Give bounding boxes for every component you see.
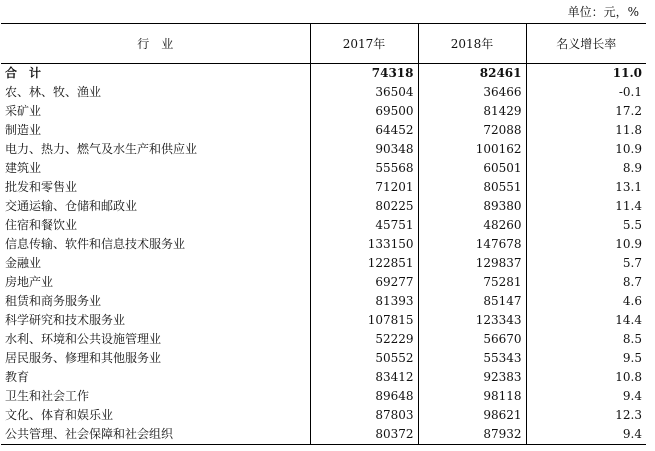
value-2017-cell: 69277 xyxy=(310,273,418,292)
value-2017-cell: 90348 xyxy=(310,140,418,159)
industry-cell: 采矿业 xyxy=(5,104,42,118)
table-row xyxy=(1,406,646,425)
value-2018-cell: 82461 xyxy=(418,64,526,84)
growth-rate-cell: 4.6 xyxy=(526,292,646,311)
table-row xyxy=(1,121,646,140)
header-2017: 2017年 xyxy=(310,24,418,64)
header-2018: 2018年 xyxy=(418,24,526,64)
growth-rate-cell: 5.7 xyxy=(526,254,646,273)
growth-rate-cell: 5.5 xyxy=(526,216,646,235)
table-row xyxy=(1,83,646,102)
industry-cell: 水利、环境和公共设施管理业 xyxy=(5,332,162,346)
value-2018-cell: 81429 xyxy=(418,102,526,121)
table-row xyxy=(1,254,646,273)
industry-cell: 卫生和社会工作 xyxy=(5,389,90,403)
industry-cell: 制造业 xyxy=(5,123,42,137)
table-row xyxy=(1,330,646,349)
value-2017-cell: 81393 xyxy=(310,292,418,311)
value-2017-cell: 52229 xyxy=(310,330,418,349)
growth-rate-cell: 8.9 xyxy=(526,159,646,178)
growth-rate-cell: 17.2 xyxy=(526,102,646,121)
industry-cell: 建筑业 xyxy=(5,161,42,175)
growth-rate-cell: 10.9 xyxy=(526,235,646,254)
industry-cell: 居民服务、修理和其他服务业 xyxy=(5,351,162,365)
value-2017-cell: 80372 xyxy=(310,425,418,445)
value-2017-cell: 45751 xyxy=(310,216,418,235)
value-2017-cell: 64452 xyxy=(310,121,418,140)
table-row xyxy=(1,235,646,254)
value-2018-cell: 60501 xyxy=(418,159,526,178)
unit-note: 单位：元，% xyxy=(567,5,639,19)
value-2018-cell: 100162 xyxy=(418,140,526,159)
value-2018-cell: 55343 xyxy=(418,349,526,368)
table-row xyxy=(1,292,646,311)
table-row xyxy=(1,197,646,216)
growth-rate-cell: 9.5 xyxy=(526,349,646,368)
value-2017-cell: 69500 xyxy=(310,102,418,121)
value-2017-cell: 55568 xyxy=(310,159,418,178)
growth-rate-cell: 10.8 xyxy=(526,368,646,387)
industry-cell: 批发和零售业 xyxy=(5,180,78,194)
table-body xyxy=(1,64,646,445)
value-2017-cell: 71201 xyxy=(310,178,418,197)
table-row xyxy=(1,368,646,387)
value-2018-cell: 129837 xyxy=(418,254,526,273)
value-2017-cell: 122851 xyxy=(310,254,418,273)
header-industry: 行 业 xyxy=(1,24,310,64)
industry-cell: 金融业 xyxy=(5,256,42,270)
header-row xyxy=(1,24,646,64)
value-2018-cell: 75281 xyxy=(418,273,526,292)
value-2017-cell: 87803 xyxy=(310,406,418,425)
value-2018-cell: 48260 xyxy=(418,216,526,235)
growth-rate-cell: 13.1 xyxy=(526,178,646,197)
industry-cell: 房地产业 xyxy=(5,275,54,289)
total-row xyxy=(1,64,646,84)
value-2018-cell: 85147 xyxy=(418,292,526,311)
table-row xyxy=(1,216,646,235)
growth-rate-cell: 9.4 xyxy=(526,425,646,445)
growth-rate-cell: 11.0 xyxy=(526,64,646,84)
wage-table xyxy=(1,23,646,445)
value-2018-cell: 56670 xyxy=(418,330,526,349)
industry-cell: 教育 xyxy=(5,370,30,384)
industry-cell: 文化、体育和娱乐业 xyxy=(5,408,114,422)
table-header xyxy=(1,24,646,64)
value-2017-cell: 74318 xyxy=(310,64,418,84)
value-2018-cell: 98621 xyxy=(418,406,526,425)
industry-cell: 农、林、牧、渔业 xyxy=(5,85,102,99)
growth-rate-cell: 11.4 xyxy=(526,197,646,216)
growth-rate-cell: 8.7 xyxy=(526,273,646,292)
growth-rate-cell: 14.4 xyxy=(526,311,646,330)
value-2017-cell: 107815 xyxy=(310,311,418,330)
table-row xyxy=(1,178,646,197)
value-2018-cell: 80551 xyxy=(418,178,526,197)
table-row xyxy=(1,425,646,445)
growth-rate-cell: 8.5 xyxy=(526,330,646,349)
value-2017-cell: 133150 xyxy=(310,235,418,254)
value-2018-cell: 87932 xyxy=(418,425,526,445)
industry-cell: 合 计 xyxy=(5,66,42,80)
growth-rate-cell: -0.1 xyxy=(526,83,646,102)
value-2017-cell: 36504 xyxy=(310,83,418,102)
industry-cell: 电力、热力、燃气及水生产和供应业 xyxy=(5,142,198,156)
industry-cell: 公共管理、社会保障和社会组织 xyxy=(1,425,310,445)
table-row xyxy=(1,273,646,292)
value-2017-cell: 80225 xyxy=(310,197,418,216)
table-row xyxy=(1,387,646,406)
value-2018-cell: 98118 xyxy=(418,387,526,406)
growth-rate-cell: 11.8 xyxy=(526,121,646,140)
table-row xyxy=(1,102,646,121)
value-2017-cell: 83412 xyxy=(310,368,418,387)
table-row xyxy=(1,140,646,159)
value-2018-cell: 89380 xyxy=(418,197,526,216)
header-growth-rate: 名义增长率 xyxy=(526,24,646,64)
growth-rate-cell: 12.3 xyxy=(526,406,646,425)
value-2018-cell: 92383 xyxy=(418,368,526,387)
industry-cell: 交通运输、仓储和邮政业 xyxy=(5,199,138,213)
value-2018-cell: 147678 xyxy=(418,235,526,254)
industry-cell: 住宿和餐饮业 xyxy=(5,218,78,232)
value-2017-cell: 89648 xyxy=(310,387,418,406)
table-row xyxy=(1,311,646,330)
growth-rate-cell: 9.4 xyxy=(526,387,646,406)
value-2018-cell: 36466 xyxy=(418,83,526,102)
value-2018-cell: 72088 xyxy=(418,121,526,140)
table-row xyxy=(1,349,646,368)
table-row xyxy=(1,159,646,178)
growth-rate-cell: 10.9 xyxy=(526,140,646,159)
industry-cell: 科学研究和技术服务业 xyxy=(5,313,126,327)
value-2018-cell: 123343 xyxy=(418,311,526,330)
value-2017-cell: 50552 xyxy=(310,349,418,368)
industry-cell: 租赁和商务服务业 xyxy=(5,294,102,308)
industry-cell: 信息传输、软件和信息技术服务业 xyxy=(5,237,186,251)
